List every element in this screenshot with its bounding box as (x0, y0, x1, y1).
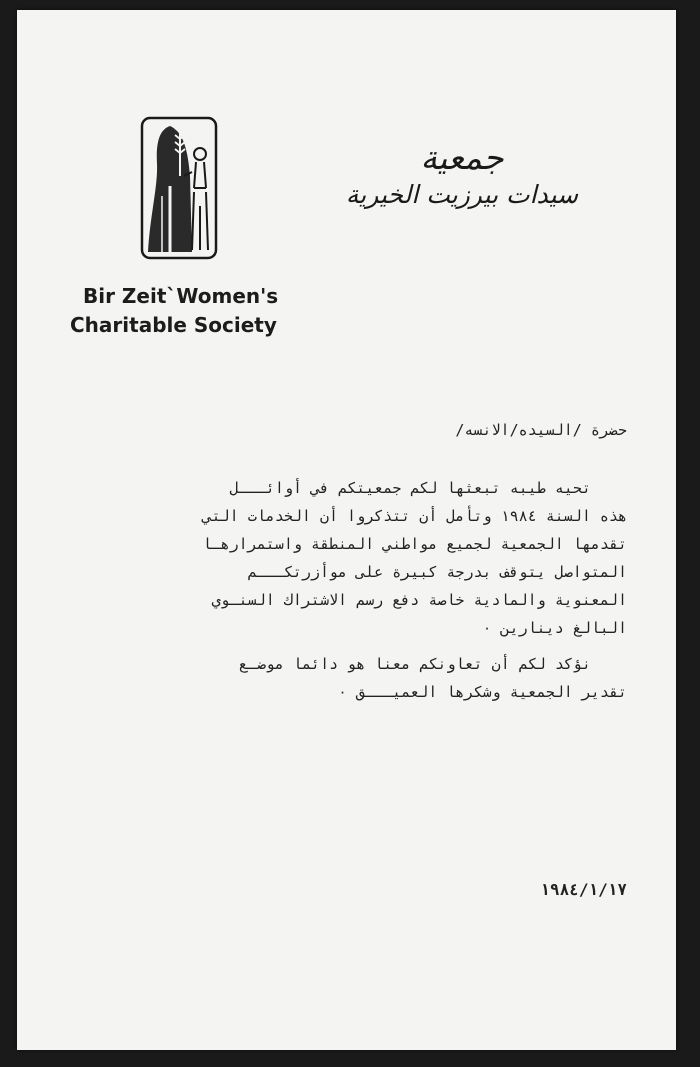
organization-name-english (70, 282, 310, 340)
organization-name-english-line1: Bir Zeit`Women's (83, 284, 279, 308)
text-line: البالغ دينارين ٠ (482, 619, 627, 637)
organization-name-arabic-line1: جمعية (420, 138, 504, 177)
organization-name-english-line2: Charitable Society (70, 313, 277, 337)
salutation: حضرة /السيده/الانسه/ (455, 421, 627, 439)
text-line: تقدمها الجمعية لجميع مواطني المنطقة واستمرارهـا (202, 535, 627, 553)
organization-name-arabic (317, 138, 607, 212)
paragraph-1 (137, 474, 627, 642)
paragraph-2 (137, 650, 627, 706)
text-line: تحيه طيبه تبعثها لكم جمعيتكم في أوائـــل (229, 479, 591, 497)
text-line: نؤكد لكم أن تعاونكم معنا هو دائما موضـع (238, 655, 591, 673)
text-line: تقدير الجمعية وشكرها العميـــق ٠ (338, 683, 627, 701)
organization-name-arabic-line2: سيدات بيرزيت الخيرية (345, 180, 579, 209)
letter-page (17, 10, 676, 1050)
text-line: هذه السنة ١٩٨٤ وتأمل أن تتذكروا أن الخدمات التي (202, 507, 627, 525)
letter-date: ١٩٨٤/١/١٧ (540, 880, 627, 899)
text-line: المتواصل يتوقف بدرجة كبيرة على موأزرتكـــم (247, 563, 627, 581)
society-logo-emblem (140, 116, 218, 260)
letter-body (137, 418, 627, 706)
text-line: المعنوية والمادية خاصة دفع رسم الاشتراك السنـوي (211, 591, 627, 609)
